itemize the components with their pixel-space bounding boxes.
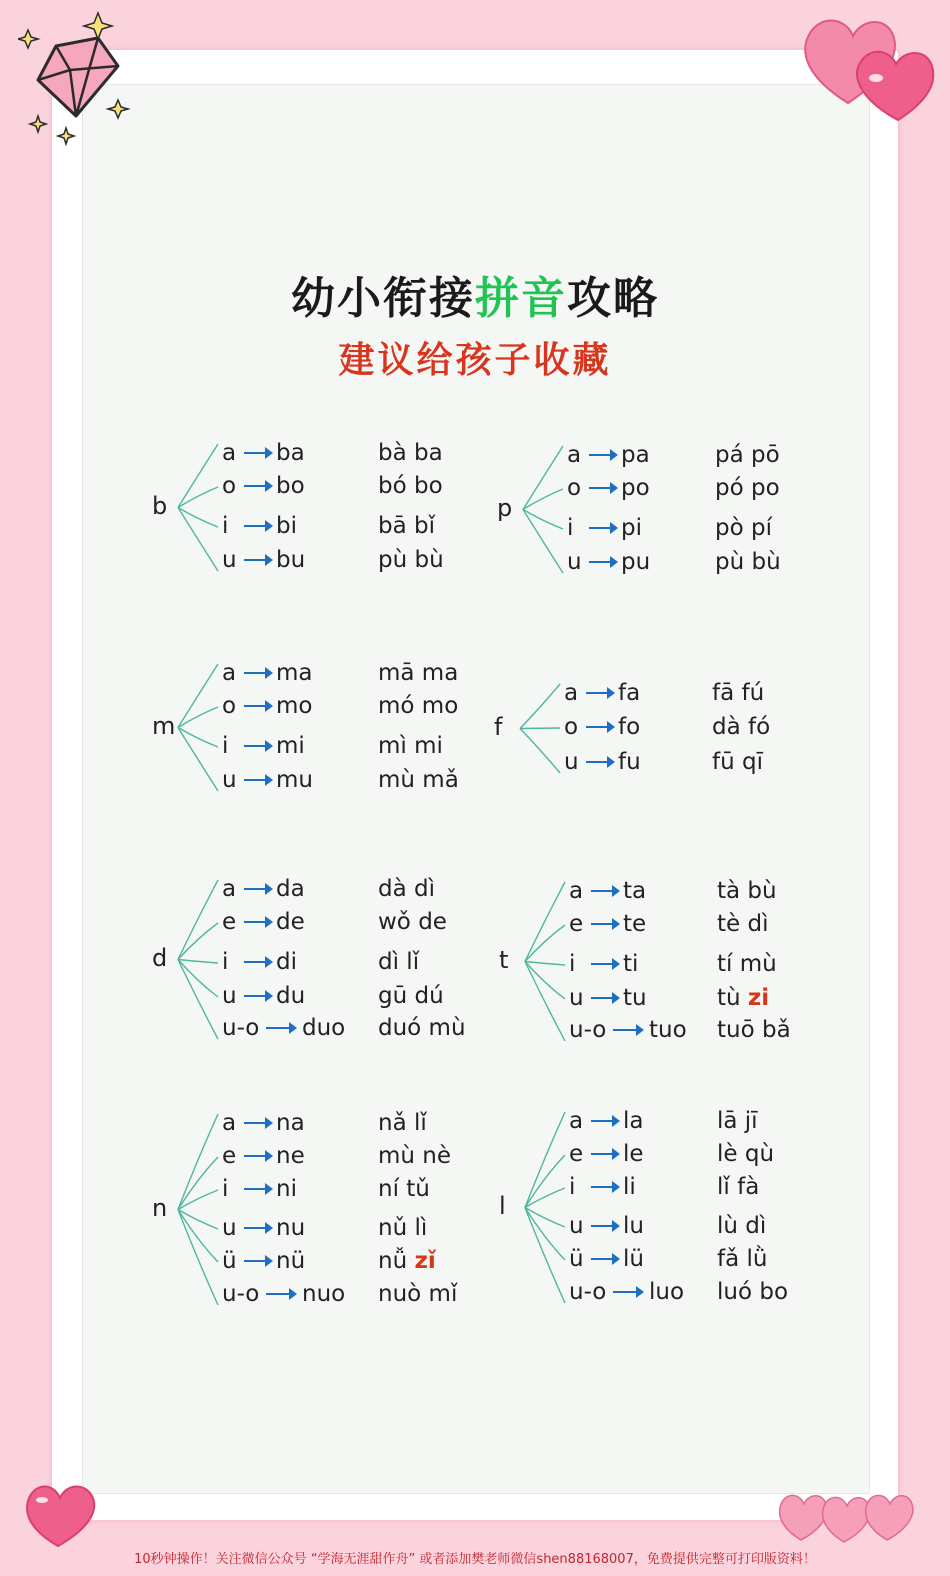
example-word — [712, 749, 763, 775]
final-label: e — [569, 911, 584, 937]
initial-letter: d — [152, 943, 168, 972]
example-word — [717, 1213, 766, 1239]
syllable-label: pa — [621, 442, 650, 468]
example-text: dà fó — [712, 714, 771, 740]
arrow-icon — [591, 890, 617, 892]
example-text: tù — [717, 985, 748, 1011]
example-word — [378, 660, 458, 686]
arrow-icon — [244, 672, 270, 674]
example-word — [378, 767, 459, 793]
arrow-icon — [591, 1258, 617, 1260]
final-label: ü — [569, 1246, 584, 1272]
syllable-label: te — [623, 911, 647, 937]
example-text: dì lǐ — [378, 949, 420, 975]
example-word — [378, 1176, 430, 1202]
example-word — [717, 1246, 767, 1272]
syllable-label: nuo — [302, 1281, 346, 1307]
final-label: a — [222, 440, 237, 466]
final-label: u-o — [222, 1015, 260, 1041]
syllable-label: tuo — [649, 1017, 687, 1043]
example-word — [378, 1143, 451, 1169]
syllable-label: di — [276, 949, 297, 975]
example-word — [378, 983, 444, 1009]
example-text: lǐ fà — [717, 1174, 760, 1200]
example-word — [378, 1110, 427, 1136]
arrow-icon — [244, 961, 270, 963]
branch-line — [178, 508, 218, 572]
branch-line — [520, 728, 560, 729]
syllable-label: de — [276, 909, 305, 935]
final-label: i — [569, 1174, 576, 1200]
arrow-icon — [589, 487, 615, 489]
arrow-icon — [244, 525, 270, 527]
arrow-icon — [586, 761, 612, 763]
arrow-icon — [244, 779, 270, 781]
example-text: bó bo — [378, 473, 443, 499]
arrow-icon — [591, 963, 617, 965]
example-text: lù dì — [717, 1213, 767, 1239]
example-word — [378, 473, 443, 499]
example-word — [378, 547, 444, 573]
example-word — [717, 878, 777, 904]
syllable-label: le — [623, 1141, 644, 1167]
arrow-icon — [244, 888, 270, 890]
branch-line — [178, 444, 218, 508]
final-label: i — [222, 1176, 229, 1202]
final-label: u — [569, 985, 584, 1011]
arrow-icon — [266, 1027, 294, 1029]
example-text: pù bù — [715, 549, 781, 575]
branch-line — [178, 880, 218, 960]
arrow-icon — [591, 923, 617, 925]
arrow-icon — [244, 1227, 270, 1229]
final-label: u — [222, 767, 237, 793]
arrow-icon — [591, 1225, 617, 1227]
arrow-icon — [586, 692, 612, 694]
syllable-label: fa — [618, 680, 641, 706]
final-label: o — [222, 473, 237, 499]
branch-line — [178, 1210, 218, 1263]
example-text: fū qī — [712, 749, 763, 775]
branch-line — [525, 962, 565, 966]
branch-lines — [492, 680, 572, 789]
example-text: tí mù — [717, 951, 777, 977]
branch-line — [525, 1208, 565, 1261]
syllable-label: fo — [618, 714, 641, 740]
example-text: nǚ — [378, 1248, 415, 1274]
branch-line — [178, 960, 218, 998]
final-label: a — [564, 680, 579, 706]
example-text: pá pō — [715, 442, 780, 468]
final-label: u — [569, 1213, 584, 1239]
example-text: bā bǐ — [378, 513, 435, 539]
syllable-label: bo — [276, 473, 305, 499]
arrow-icon — [244, 452, 270, 454]
arrow-icon — [244, 1260, 270, 1262]
example-word — [378, 440, 443, 466]
final-label: u — [564, 749, 579, 775]
final-label: i — [222, 733, 229, 759]
final-label: i — [569, 951, 576, 977]
syllable-label: ti — [623, 951, 639, 977]
example-word — [717, 985, 769, 1011]
example-text: luó bo — [717, 1279, 789, 1305]
arrow-icon — [244, 485, 270, 487]
example-text: fā fú — [712, 680, 765, 706]
example-word — [378, 1015, 466, 1041]
final-label: u-o — [569, 1279, 607, 1305]
syllable-label: lü — [623, 1246, 644, 1272]
arrow-icon — [613, 1029, 641, 1031]
branch-line — [178, 664, 218, 728]
syllable-label: la — [623, 1108, 644, 1134]
page-title: 幼小衔接拼音攻略 — [291, 273, 659, 324]
arrow-icon — [244, 921, 270, 923]
arrow-icon — [586, 726, 612, 728]
arrow-icon — [591, 1120, 617, 1122]
final-label: e — [569, 1141, 584, 1167]
example-word — [715, 515, 772, 541]
example-word — [717, 911, 768, 937]
branch-line — [523, 510, 563, 574]
example-word — [378, 1215, 427, 1241]
final-label: a — [569, 1108, 584, 1134]
example-word — [712, 680, 764, 706]
final-label: o — [567, 475, 582, 501]
syllable-label: bu — [276, 547, 306, 573]
syllable-label: na — [276, 1110, 305, 1136]
final-label: u — [222, 1215, 237, 1241]
syllable-label: ba — [276, 440, 305, 466]
example-text: pó po — [715, 475, 780, 501]
example-text: mì mi — [378, 733, 443, 759]
example-word — [715, 549, 781, 575]
branch-line — [525, 1112, 565, 1208]
example-text: duó mù — [378, 1015, 466, 1041]
example-text: mù nè — [378, 1143, 452, 1169]
syllable-label: ni — [276, 1176, 297, 1202]
final-label: ü — [222, 1248, 237, 1274]
branch-line — [525, 962, 565, 1000]
example-word — [378, 876, 435, 902]
arrow-icon — [591, 1186, 617, 1188]
final-label: a — [567, 442, 582, 468]
example-text: nǎ lǐ — [378, 1110, 427, 1136]
arrow-icon — [589, 454, 615, 456]
example-word — [378, 1248, 436, 1274]
example-text: nuò mǐ — [378, 1281, 458, 1307]
final-label: o — [564, 714, 579, 740]
branch-line — [178, 1114, 218, 1210]
syllable-label: ma — [276, 660, 313, 686]
example-text: pò pí — [715, 515, 772, 541]
hearts-icon — [798, 8, 943, 126]
branch-line — [525, 882, 565, 962]
example-word — [717, 1141, 774, 1167]
syllable-label: ta — [623, 878, 647, 904]
final-label: i — [222, 513, 229, 539]
final-label: o — [222, 693, 237, 719]
branch-line — [523, 446, 563, 510]
example-text: ní tǔ — [378, 1176, 430, 1202]
example-word — [378, 1281, 457, 1307]
final-label: u-o — [569, 1017, 607, 1043]
example-word — [717, 1174, 759, 1200]
example-word — [378, 909, 447, 935]
branch-line — [520, 729, 560, 774]
final-label: u-o — [222, 1281, 260, 1307]
example-text: dà dì — [378, 876, 435, 902]
example-text: bà ba — [378, 440, 443, 466]
hearts-row-icon — [776, 1484, 926, 1544]
syllable-label: duo — [302, 1015, 346, 1041]
example-word — [717, 1279, 788, 1305]
example-text: nǔ lì — [378, 1215, 428, 1241]
syllable-label: da — [276, 876, 305, 902]
branch-line — [178, 1157, 218, 1210]
diamond-icon — [18, 8, 133, 148]
example-text: mó mo — [378, 693, 459, 719]
example-word — [715, 475, 780, 501]
initial-letter: l — [499, 1191, 506, 1220]
syllable-label: pu — [621, 549, 651, 575]
example-text: tà bù — [717, 878, 777, 904]
example-text: gū dú — [378, 983, 444, 1009]
footer-note: 10秒钟操作！关注微信公众号 “学海无涯甜作舟” 或者添加樊老师微信shen88168007，免费提供完整可打印版资料！ — [134, 1552, 816, 1567]
final-label: a — [222, 660, 237, 686]
arrow-icon — [266, 1293, 294, 1295]
heart-icon — [20, 1478, 100, 1550]
arrow-icon — [591, 997, 617, 999]
branch-line — [525, 1208, 565, 1304]
syllable-label: ne — [276, 1143, 305, 1169]
syllable-label: po — [621, 475, 650, 501]
example-text: pù bù — [378, 547, 444, 573]
syllable-label: fu — [618, 749, 641, 775]
arrow-icon — [589, 527, 615, 529]
syllable-label: mo — [276, 693, 313, 719]
branch-lines — [497, 878, 577, 1057]
example-word — [378, 693, 458, 719]
example-text: wǒ de — [378, 909, 447, 935]
branch-lines — [497, 1108, 577, 1319]
final-label: a — [569, 878, 584, 904]
example-word — [715, 442, 780, 468]
arrow-icon — [244, 995, 270, 997]
branch-line — [178, 960, 218, 1040]
example-text: tè dì — [717, 911, 769, 937]
syllable-label: nü — [276, 1248, 306, 1274]
example-text: tuō bǎ — [717, 1017, 791, 1043]
example-text: lè qù — [717, 1141, 775, 1167]
arrow-icon — [244, 745, 270, 747]
final-label: a — [222, 1110, 237, 1136]
arrow-icon — [244, 1188, 270, 1190]
syllable-label: mu — [276, 767, 313, 793]
final-label: i — [222, 949, 229, 975]
final-label: e — [222, 1143, 237, 1169]
example-highlight: zi — [747, 985, 770, 1011]
initial-letter: f — [494, 712, 503, 741]
syllable-label: pi — [621, 515, 642, 541]
arrow-icon — [244, 1155, 270, 1157]
initial-letter: p — [497, 493, 513, 522]
example-word — [717, 1017, 791, 1043]
example-text: fǎ lǜ — [717, 1246, 768, 1272]
syllable-label: li — [623, 1174, 636, 1200]
example-word — [378, 949, 419, 975]
branch-line — [525, 962, 565, 1042]
initial-letter: t — [499, 945, 509, 974]
arrow-icon — [589, 561, 615, 563]
example-word — [378, 513, 435, 539]
syllable-label: luo — [649, 1279, 685, 1305]
syllable-label: mi — [276, 733, 305, 759]
branch-line — [178, 728, 218, 792]
example-highlight: zǐ — [414, 1248, 436, 1274]
syllable-label: tu — [623, 985, 647, 1011]
final-label: e — [222, 909, 237, 935]
branch-line — [525, 925, 565, 962]
branch-line — [178, 1210, 218, 1306]
arrow-icon — [244, 705, 270, 707]
branch-line — [525, 1155, 565, 1208]
example-text: lā jī — [717, 1108, 758, 1134]
initial-letter: m — [152, 711, 176, 740]
final-label: i — [567, 515, 574, 541]
initial-letter: n — [152, 1193, 168, 1222]
arrow-icon — [244, 1122, 270, 1124]
syllable-label: du — [276, 983, 306, 1009]
page-subtitle: 建议给孩子收藏 — [338, 340, 612, 381]
branch-line — [520, 684, 560, 729]
syllable-label: lu — [623, 1213, 644, 1239]
example-word — [712, 714, 770, 740]
example-word — [717, 951, 777, 977]
arrow-icon — [591, 1153, 617, 1155]
final-label: u — [222, 547, 237, 573]
syllable-label: nu — [276, 1215, 306, 1241]
final-label: u — [567, 549, 582, 575]
arrow-icon — [613, 1291, 641, 1293]
example-word — [717, 1108, 758, 1134]
final-label: u — [222, 983, 237, 1009]
branch-line — [178, 960, 218, 964]
example-text: mù mǎ — [378, 767, 459, 793]
syllable-label: bi — [276, 513, 297, 539]
example-word — [378, 733, 443, 759]
final-label: a — [222, 876, 237, 902]
arrow-icon — [244, 559, 270, 561]
initial-letter: b — [152, 491, 168, 520]
example-text: mā ma — [378, 660, 459, 686]
branch-line — [178, 923, 218, 960]
